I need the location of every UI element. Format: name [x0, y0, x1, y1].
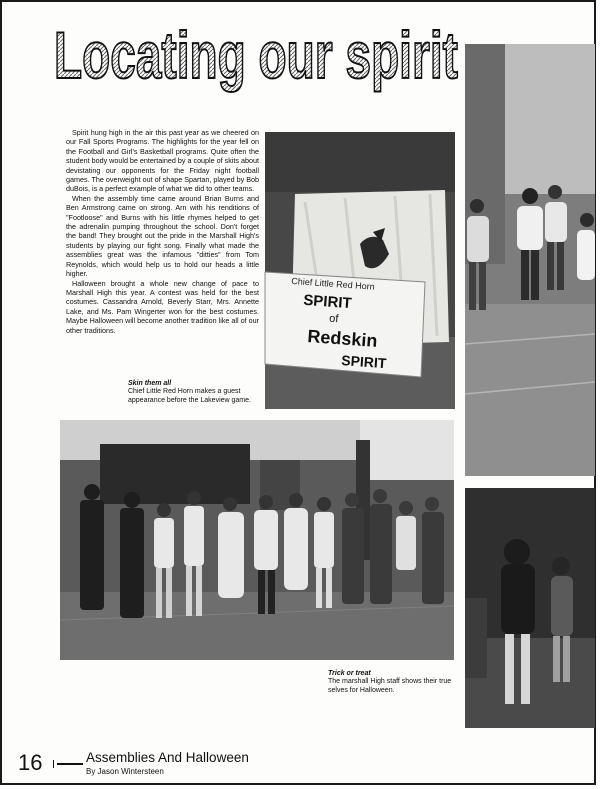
body-paragraph-2: When the assembly time came around Brian Burns and Ben Armstrong came on strong. Arn with his renditions of "Footloose" and Burns with his little rhymes helped to get the adrenalin pumping throughout the school. Don't forget the band! They brought out the pride in the Marshall High's students by playing our fight song. Finally what made the assemblies great was the infamous "ditties" from Tom Reynolds, which would help us to hold our heads a little higher. — [66, 193, 259, 279]
photo-gym-dance-2 — [465, 488, 595, 728]
article-body — [66, 128, 259, 335]
sign-line-2: SPIRIT — [302, 291, 353, 313]
sign-line-4: Redskin — [306, 326, 379, 351]
body-paragraph-1: Spirit hung high in the air this past year as we cheered on our Fall Sports Programs. The highlights for the year fell on the Football and Girl's Basketball programs. Quite often the student body would be entertained by a couple of skits about devistating our opponents for the Friday night football games. The overweight out of shape Spartan, played by Bob duBois, is a perfect example of what we did to other teams. — [66, 128, 259, 194]
caption-text: Chief Little Red Horn makes a guest appearance before the Lakeview game. — [128, 388, 251, 404]
page-number: 16 — [18, 750, 43, 775]
sign-line-3: of — [328, 312, 339, 326]
byline: By Jason Wintersteen — [86, 767, 164, 776]
caption-trick-or-treat — [328, 670, 460, 695]
photo-halloween-staff — [60, 420, 454, 660]
body-paragraph-3: Halloween brought a whole new change of pace to Marshall High this year. A contest was held for the best costumes. Cassandra Arnold, Beverly Starr, Mrs. Annette Lake, and Ms. Pam Wingerter won for the best costumes. Maybe Halloween will become another tradition like all of our other traditions. — [66, 278, 259, 335]
photo-gym-dance — [465, 44, 595, 476]
caption-skin-them-all — [128, 380, 262, 405]
page-headline — [52, 14, 462, 94]
caption-text: The marshall High staff shows their true selves for Halloween. — [328, 678, 452, 694]
caption-title: Skin them all — [128, 380, 172, 387]
headline-text: Locating our spirit — [54, 18, 459, 92]
sign-line-1: Chief Little Red Horn — [290, 275, 376, 292]
section-title: Assemblies And Halloween — [86, 750, 249, 765]
photo-spirit-sign — [265, 132, 455, 409]
caption-title: Trick or treat — [328, 670, 371, 677]
folio-rule — [57, 763, 83, 765]
sign-line-5: SPIRIT — [340, 352, 387, 372]
